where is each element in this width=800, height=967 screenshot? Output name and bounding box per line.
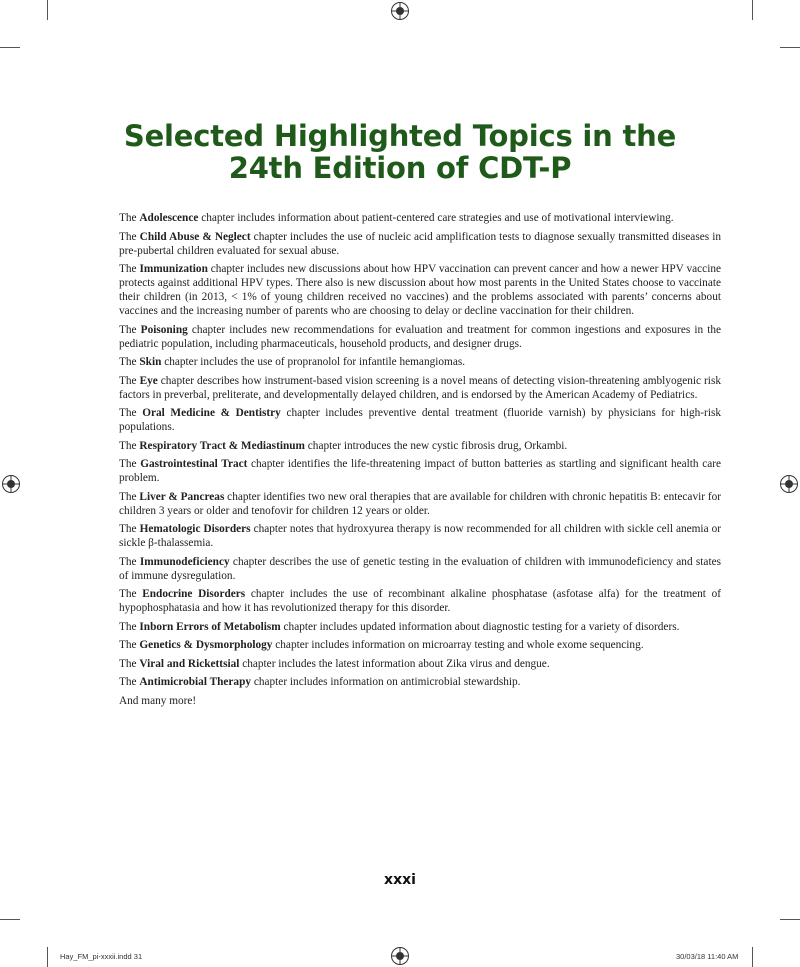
topic-description: chapter describes how instrument-based vision screening is a novel means of detecting vision-threatening amblyogenic risk factors in preverbal, preliterate, and developmentally delayed children, and is endorsed by the American Academy of Pediatrics.: [119, 374, 721, 401]
topic-prefix: The: [119, 458, 141, 470]
topic-paragraph: [119, 230, 721, 258]
topic-description: chapter includes updated information about diagnostic testing for a variety of disorders.: [280, 620, 680, 633]
crop-mark: [752, 0, 753, 20]
topic-description: chapter identifies the life-threatening impact of button batteries as startling and significant health care problem.: [119, 458, 722, 484]
chapter-name: Inborn Errors of Metabolism: [139, 620, 281, 633]
topic-description: chapter includes new recommendations for evaluation and treatment for common ingestions and exposures in the pediatric population, including pharmaceuticals, household products, and designer drugs.: [119, 323, 722, 350]
topic-description: chapter includes the latest information about Zika virus and dengue.: [239, 657, 550, 670]
topic-prefix: The: [119, 588, 143, 600]
chapter-name: Viral and Rickettsial: [139, 657, 240, 670]
crop-mark: [0, 47, 20, 48]
topic-prefix: The: [119, 263, 140, 275]
chapter-name: Oral Medicine & Dentistry: [142, 407, 281, 419]
topic-paragraph: [119, 620, 721, 634]
topic-paragraph: [119, 522, 721, 550]
slug-datetime: 30/03/18 11:40 AM: [676, 952, 739, 961]
topic-prefix: The: [119, 356, 140, 368]
topic-paragraph: [119, 587, 721, 615]
topic-prefix: The: [119, 407, 143, 419]
topic-description: chapter includes the use of propranolol for infantile hemangiomas.: [161, 356, 466, 368]
chapter-name: Adolescence: [139, 212, 199, 224]
page-title: [0, 120, 800, 184]
crop-mark: [0, 919, 20, 920]
topic-prefix: The: [119, 657, 140, 670]
topic-description: chapter introduces the new cystic fibrosis drug, Orkambi.: [304, 439, 568, 452]
chapter-name: Antimicrobial Therapy: [139, 676, 252, 688]
chapter-name: Hematologic Disorders: [139, 523, 251, 535]
topic-description: chapter includes the use of recombinant alkaline phosphatase (asfotase alfa) for the treatment of hypophosphatasia and how it has revolutionized therapy for this disorder.: [119, 588, 721, 614]
topic-prefix: The: [119, 523, 140, 535]
chapter-name: Poisoning: [140, 323, 188, 336]
topic-description: chapter includes the use of nucleic acid amplification tests to diagnose sexually transmitted diseases in pre-pubertal children evaluated for sexual abuse.: [119, 230, 721, 257]
topic-paragraph: [119, 323, 721, 351]
topic-prefix: The: [119, 439, 140, 452]
chapter-name: Immunodeficiency: [139, 555, 230, 568]
topic-description: chapter includes preventive dental treatment (fluoride varnish) by physicians for high-risk populations.: [119, 407, 722, 433]
chapter-name: Genetics & Dysmorphology: [139, 639, 273, 651]
chapter-name: Eye: [139, 374, 158, 387]
topic-paragraph: [119, 675, 721, 689]
registration-mark-icon: [2, 475, 20, 493]
topic-description: chapter describes the use of genetic testing in the evaluation of children with immunodeficiency and states of immune dysregulation.: [119, 555, 721, 582]
crop-mark: [780, 47, 800, 48]
title-line-1: Selected Highlighted Topics in the: [123, 119, 677, 153]
topic-paragraph: [119, 374, 721, 402]
topic-paragraph: [119, 355, 721, 369]
topic-prefix: The: [119, 374, 140, 387]
chapter-name: Child Abuse & Neglect: [139, 230, 251, 243]
chapter-name: Gastrointestinal Tract: [140, 458, 248, 470]
topic-description: chapter notes that hydroxyurea therapy is now recommended for all children with sickle cell anemia or sickle β-thalassemia.: [119, 523, 722, 549]
chapter-name: Immunization: [139, 263, 208, 275]
topic-paragraph: [119, 657, 721, 671]
topic-description: chapter includes information on antimicrobial stewardship.: [251, 676, 521, 688]
topic-prefix: The: [119, 555, 140, 568]
title-line-2: 24th Edition of CDT-P: [228, 151, 572, 185]
chapter-name: Respiratory Tract & Mediastinum: [139, 439, 305, 452]
topic-paragraph: [119, 457, 721, 485]
crop-mark: [47, 947, 48, 967]
page-number: xxxi: [384, 872, 416, 888]
topic-paragraph: [119, 490, 721, 518]
topic-description: chapter identifies two new oral therapies that are available for children with chronic hepatitis B: entecavir for children 3 years or older and tenofovir for children 12 years or older.: [119, 490, 721, 517]
registration-mark-icon: [780, 475, 798, 493]
topic-prefix: The: [119, 230, 140, 243]
topic-prefix: The: [119, 639, 140, 651]
topics-list: [119, 211, 721, 712]
slug-file: Hay_FM_pi-xxxii.indd 31: [60, 952, 143, 961]
topic-description: chapter includes information about patient-centered care strategies and use of motivational interviewing.: [198, 212, 674, 224]
crop-mark: [780, 919, 800, 920]
registration-mark-icon: [391, 2, 409, 20]
closing-line: And many more!: [119, 694, 197, 707]
registration-mark-icon: [391, 947, 409, 965]
chapter-name: Endocrine Disorders: [142, 588, 246, 600]
topic-paragraph: [119, 555, 721, 583]
topic-description: chapter includes information on microarray testing and whole exome sequencing.: [272, 639, 644, 651]
topic-description: chapter includes new discussions about how HPV vaccination can prevent cancer and how a newer HPV vaccine protects against additional HPV types. There also is new discussion about how most parents in the United States choose to vaccinate their children (in 2013, < 1% of young children received no vaccines) and the problems associated with parents’ concerns about vaccines and the increasing number of parents who are choosing to delay or decline vaccination for their children.: [119, 263, 721, 317]
crop-mark: [47, 0, 48, 20]
topic-prefix: The: [119, 323, 141, 336]
topic-prefix: The: [119, 676, 140, 688]
topic-prefix: The: [119, 212, 140, 224]
chapter-name: Skin: [139, 356, 162, 368]
chapter-name: Liver & Pancreas: [139, 490, 225, 503]
topic-paragraph: [119, 439, 721, 453]
crop-mark: [752, 947, 753, 967]
topic-prefix: The: [119, 620, 140, 633]
topic-paragraph: [119, 211, 721, 225]
topic-paragraph: [119, 406, 721, 434]
topic-prefix: The: [119, 490, 140, 503]
topic-paragraph: [119, 638, 721, 652]
topic-paragraph: [119, 262, 721, 318]
